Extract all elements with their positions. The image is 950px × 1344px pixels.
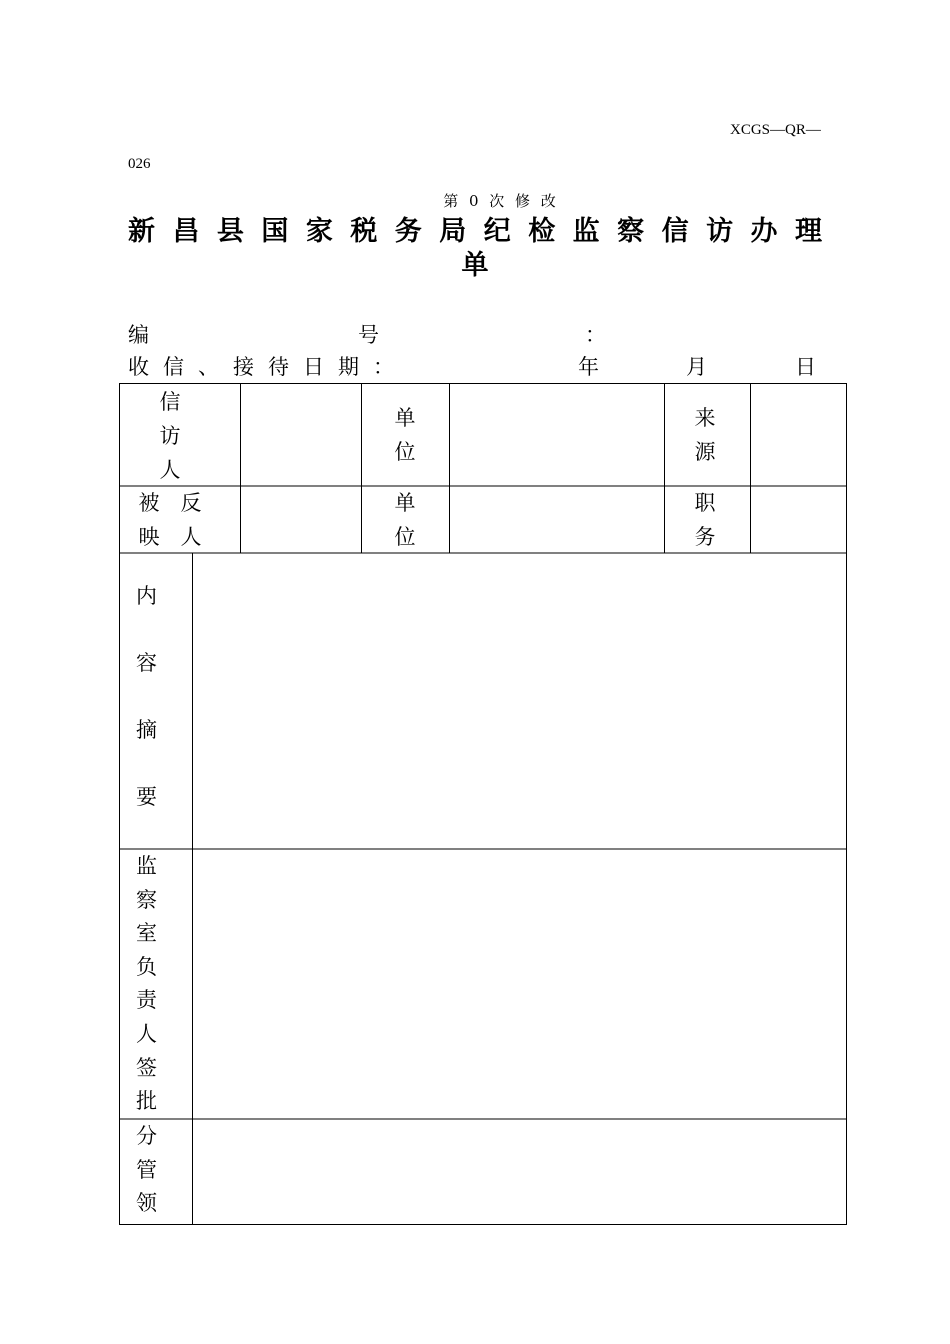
petitioner-char: 人 — [159, 458, 181, 482]
number-colon: ： — [585, 323, 606, 347]
leader-char: 领 — [136, 1191, 157, 1216]
cell-reported-person-label — [119, 486, 221, 554]
cell-unit2-label — [361, 486, 449, 554]
date-label: 收信、接待日期： — [128, 355, 408, 379]
content-summary-value[interactable] — [193, 554, 846, 848]
year-label: 年 — [578, 355, 599, 379]
cell-source-label — [665, 401, 745, 469]
leader-value[interactable] — [193, 1120, 846, 1224]
petitioner-char: 信 — [159, 390, 181, 414]
petitioner-char: 访 — [159, 424, 181, 448]
reported-person-line: 映 人 — [138, 525, 202, 549]
supervisor-approval-value[interactable] — [193, 850, 846, 1118]
approval-char: 察 — [136, 887, 157, 912]
unit-char: 位 — [394, 440, 416, 464]
content-summary-label — [136, 580, 157, 848]
approval-char: 室 — [136, 921, 157, 946]
unit2-char: 单 — [394, 491, 416, 515]
cell-position-label — [665, 486, 745, 554]
summary-char: 内 — [136, 584, 157, 608]
summary-char: 容 — [136, 651, 157, 675]
doc-code-line1: XCGS—QR— — [730, 122, 821, 138]
cell-position-value[interactable] — [751, 487, 846, 552]
unit-char: 单 — [394, 406, 416, 430]
reported-person-line: 被 反 — [138, 491, 202, 515]
summary-char: 摘 — [136, 718, 157, 742]
title-line1: 新 昌 县 国 家 税 务 局 纪 检 监 察 信 访 办 理 — [128, 216, 822, 247]
leader-char: 分 — [136, 1124, 157, 1148]
month-label: 月 — [686, 355, 707, 379]
cell-reported-person-value[interactable] — [241, 487, 361, 552]
approval-char: 人 — [136, 1021, 157, 1046]
cell-source-value[interactable] — [751, 384, 846, 485]
leader-label — [136, 1120, 157, 1221]
page-title — [128, 212, 822, 252]
number-label-b: 号 — [358, 323, 379, 347]
day-label: 日 — [795, 355, 816, 379]
cell-unit-label — [361, 401, 449, 469]
leader-char: 管 — [136, 1157, 157, 1182]
revision-note: 第 0 次 修 改 — [443, 192, 559, 210]
unit2-char: 位 — [394, 525, 416, 549]
source-char: 来 — [694, 406, 716, 430]
approval-char: 责 — [136, 988, 157, 1013]
number-label-a: 编 — [128, 323, 149, 347]
doc-code-line2: 026 — [128, 156, 151, 172]
supervisor-approval-label — [136, 850, 157, 1119]
cell-petitioner-label — [119, 385, 221, 487]
position-char: 务 — [694, 525, 716, 549]
summary-char: 要 — [136, 785, 157, 809]
approval-char: 监 — [136, 854, 157, 878]
source-char: 源 — [694, 440, 716, 464]
cell-petitioner-value[interactable] — [241, 384, 361, 485]
approval-char: 批 — [136, 1089, 157, 1114]
cell-unit-value[interactable] — [450, 384, 664, 485]
cell-unit2-value[interactable] — [450, 487, 664, 552]
approval-char: 签 — [136, 1055, 157, 1080]
position-char: 职 — [694, 491, 716, 515]
approval-char: 负 — [136, 954, 157, 979]
page-title-line2: 单 — [461, 250, 489, 281]
